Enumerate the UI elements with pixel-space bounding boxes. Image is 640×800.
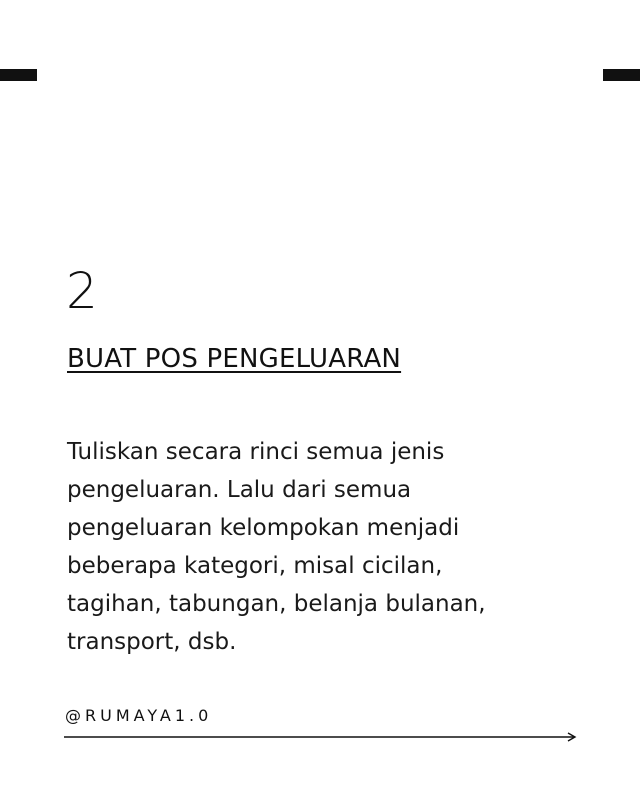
step-number: 2 bbox=[66, 262, 98, 320]
arrow-right-icon bbox=[64, 731, 578, 743]
body-text bbox=[67, 433, 587, 661]
body-line: transport, dsb. bbox=[67, 629, 237, 655]
account-handle: @RUMAYA1.0 bbox=[65, 706, 213, 725]
step-title: BUAT POS PENGELUARAN bbox=[67, 344, 402, 374]
body-line: pengeluaran kelompokan menjadi bbox=[67, 515, 460, 541]
body-line: Tuliskan secara rinci semua jenis bbox=[67, 439, 445, 465]
corner-bar-left bbox=[0, 69, 37, 81]
body-line: pengeluaran. Lalu dari semua bbox=[67, 477, 412, 503]
corner-bar-right bbox=[603, 69, 640, 81]
body-line: beberapa kategori, misal cicilan, bbox=[67, 553, 443, 579]
body-line: tagihan, tabungan, belanja bulanan, bbox=[67, 591, 486, 617]
